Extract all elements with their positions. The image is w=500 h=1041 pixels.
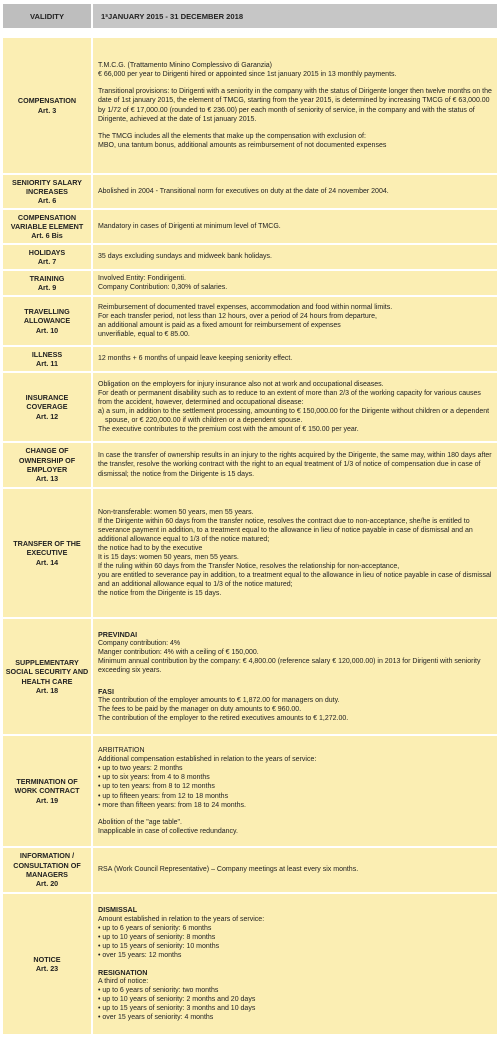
label-text: TRAINING: [29, 273, 65, 283]
row-training: [3, 271, 497, 295]
row-label: [3, 373, 93, 441]
row-content: [93, 38, 497, 173]
article-number: Art. 10: [35, 325, 59, 335]
row-variable-element: [3, 210, 497, 243]
article-number: Art. 9: [37, 283, 57, 292]
row-supplementary: [3, 619, 497, 734]
transfer-text: Non-transferable: women 50 years, men 55 years. If the Dirigente within 60 days from the transfer notice, resolves the contract due to non-acceptance, she/he is entitled to severance payment in addition, to a treatment equal to the allowance in lieu of notice payable in case of dismissal and an additional allowance equal to 1/3 of the notice matured; the notice had to by the executive It is 15 days: women 50 years, men 55 years. If the ruling within 60 days from the Transfer Notice, resolves the relationship for non-acceptance, you are entitled to severance pay in addition, to a treatment equal to the allowance in lieu of notice payable in case of dismissal and an additional allowance equal to 1/3 of the notice matured; the notice from the Dirigente is 15 days.: [98, 508, 492, 598]
row-seniority: [3, 175, 497, 208]
article-number: Art. 19: [35, 795, 59, 805]
insurance-obligation: Obligation on the employers for injury insurance also not at work and occupational diseases. For death or permanent disability such as to reduce to an extent of more than 2/3 of the working capacity for various causes from the accident, however, determined and occupational disease:: [98, 380, 481, 406]
dismissal-heading: DISMISSAL: [98, 905, 138, 915]
row-content: [93, 736, 497, 846]
label-text: SENIORITY SALARY INCREASES: [12, 177, 82, 196]
row-notice: [3, 894, 497, 1034]
row-insurance: [3, 373, 497, 441]
row-content: 12 months + 6 months of unpaid leave keeping seniority effect.: [93, 347, 497, 371]
age-table-text: Abolition of the "age table". Inapplicable in case of collective redundancy.: [98, 818, 238, 835]
row-label: [3, 297, 93, 345]
row-label: [3, 347, 93, 371]
row-holidays: [3, 245, 497, 269]
article-number: Art. 3: [37, 105, 57, 115]
row-compensation: [3, 38, 497, 173]
label-text: TRANSFER OF THE EXECUTIVE: [13, 539, 81, 558]
label-text: COMPENSATION VARIABLE ELEMENT: [10, 212, 84, 231]
row-ownership: [3, 443, 497, 487]
previndai-text: Company contribution: 4% Manger contribution: 4% with a ceiling of € 150,000. Minimum annual contribution by the company: € 4,800.00 (reference salary € 120,000.00) in 2013 for Dirigenti with seniority exceeding six years.: [98, 640, 481, 675]
row-content: 35 days excluding sundays and midweek bank holidays.: [93, 245, 497, 269]
row-label: [3, 271, 93, 295]
fasi-text: The contribution of the employer amounts to € 1,872.00 for managers on duty. The fees to be paid by the manager on duty amounts to € 960.00. The contribution of the employer to the retired executives amounts to € 1,272.00.: [98, 696, 349, 722]
row-content: Abolished in 2004 - Transitional norm for executives on duty at the date of 24 november 2004.: [93, 175, 497, 208]
row-label: [3, 210, 93, 243]
row-content: [93, 297, 497, 345]
period-sup: s: [105, 13, 109, 19]
row-label: [3, 38, 93, 173]
row-label: [3, 443, 93, 487]
resignation-text: A third of notice: • up to 6 years of seniority: two months • up to 10 years of seniority: 2 months and 20 days • up to 15 years of seniority: 3 months and 10 days • over 15 years of seniority: 4 months: [98, 978, 256, 1022]
row-content: [93, 619, 497, 734]
compensation-includes: The TMCG includes all the elements that make up the compensation with exclusion of: MBO, una tantum bonus, additional amounts as reimbursement of not documented expenses: [98, 132, 387, 149]
row-label: [3, 175, 93, 208]
row-label: [3, 736, 93, 846]
row-content: RSA (Work Council Representative) – Company meetings at least every six months.: [93, 848, 497, 892]
label-text: TRAVELLING ALLOWANCE: [23, 307, 71, 326]
insurance-sum: a) a sum, in addition to the settlement processing, amounting to € 150,000.00 for the Dirigente without children or a dependent spouse, or € 220,000.00 if with children or a dependent spouse.: [98, 408, 490, 425]
row-travelling: [3, 297, 497, 345]
article-number: Art. 7: [37, 257, 57, 266]
article-number: Art. 6: [37, 196, 57, 206]
row-content: [93, 373, 497, 441]
label-text: INFORMATION / CONSULTATION OF MANAGERS: [13, 851, 81, 879]
label-text: NOTICE: [33, 954, 61, 964]
resignation-heading: RESIGNATION: [98, 968, 148, 977]
arbitration-text: ARBITRATION Additional compensation established in relation to the years of service: • up to two years: 2 months • up to six years: from 4 to 8 months • up to ten years: from 8 to 12 months • up to fifteen years: from 12 to 18 months • more than fifteen years: from 18 to 24 months.: [98, 747, 317, 809]
row-content: [93, 489, 497, 617]
row-transfer: [3, 489, 497, 617]
row-content: [93, 271, 497, 295]
article-number: Art. 18: [35, 685, 59, 695]
row-content: In case the transfer of ownership results in an injury to the rights acquired by the Dirigente, the same may, within 180 days after the transfer, resolve the working contract with the right to an equal treatment of 1/3 of notice of compensation due in case of dismissal; the notice from the Dirigente is 15 days.: [93, 443, 497, 487]
compensation-transitional: Transitional provisions: to Dirigenti with a seniority in the company with the status of Dirigente longer then twelve months on the date of 1st january 2015, the element of TMCG, starting from the year 2015, is determined by increasing TMCG of € 63,000.00 by 1/72 of € 17,000.00 (rounded to € 236.00) per each month of seniority of service, in the company and with the status of Dirigente, achieved at the date of 1st january 2015.: [98, 88, 492, 123]
article-number: Art. 6 Bis: [31, 231, 63, 241]
dismissal-text: Amount established in relation to the years of service: • up to 6 years of seniority: 6 months • up to 10 years of seniority: 8 months • up to 15 years of seniority: 10 months • over 15 years: 12 months: [98, 915, 265, 959]
validity-label: VALIDITY: [29, 11, 65, 21]
row-content: [93, 894, 497, 1034]
label-text: CHANGE OF OWNERSHIP OF EMPLOYER: [18, 446, 76, 474]
label-text: TERMINATION OF WORK CONTRACT: [14, 777, 80, 796]
article-number: Art. 14: [35, 557, 59, 567]
compensation-tmcg: T.M.C.G. (Trattamento Minino Complessivo di Garanzia) € 66,000 per year to Dirigenti hired or appointed since 1st january 2015 in 13 monthly payments.: [98, 62, 397, 79]
fasi-heading: FASI: [98, 686, 114, 696]
travelling-text: Reimbursement of documented travel expenses, accommodation and food within normal limits. For each transfer period, not less than 12 hours, over a period of 24 hours from departure, an additional amount is paid as a fixed amount for reimbursement of expenses unverifiable, equal to € 85.00.: [98, 303, 393, 339]
row-label: [3, 894, 93, 1034]
contract-terms-table: [3, 36, 497, 1036]
previndai-heading: PREVINDAI: [98, 630, 138, 640]
label-text: HOLIDAYS: [28, 247, 66, 257]
row-label: [3, 848, 93, 892]
article-number: Art. 23: [35, 964, 59, 973]
label-text: ILLNESS: [31, 349, 63, 359]
training-text: Involved Entity: Fondirigenti. Company Contribution: 0,30% of salaries.: [98, 274, 228, 291]
insurance-contribution: The executive contributes to the premium cost with the amount of € 150.00 per year.: [98, 426, 359, 434]
period-day: 1: [101, 11, 106, 21]
row-label: [3, 245, 93, 269]
article-number: Art. 12: [35, 411, 59, 421]
validity-period: [91, 4, 497, 28]
row-information: [3, 848, 497, 892]
contract-summary-page: [3, 4, 497, 1036]
row-termination: [3, 736, 497, 846]
validity-header: [3, 4, 497, 28]
row-content: Mandatory in cases of Dirigenti at minimum level of TMCG.: [93, 210, 497, 243]
row-label: [3, 489, 93, 617]
article-number: Art. 20: [35, 879, 59, 889]
period-rest: JANUARY 2015 - 31 DECEMBER 2018: [108, 11, 244, 21]
label-text: SUPPLEMENTARY SOCIAL SECURITY AND HEALTH CARE: [5, 657, 89, 686]
row-label: [3, 619, 93, 734]
article-number: Art. 13: [35, 474, 59, 484]
label-text: COMPENSATION: [17, 96, 77, 106]
label-text: INSURANCE COVERAGE: [25, 393, 69, 412]
row-illness: [3, 347, 497, 371]
article-number: Art. 11: [36, 359, 58, 368]
